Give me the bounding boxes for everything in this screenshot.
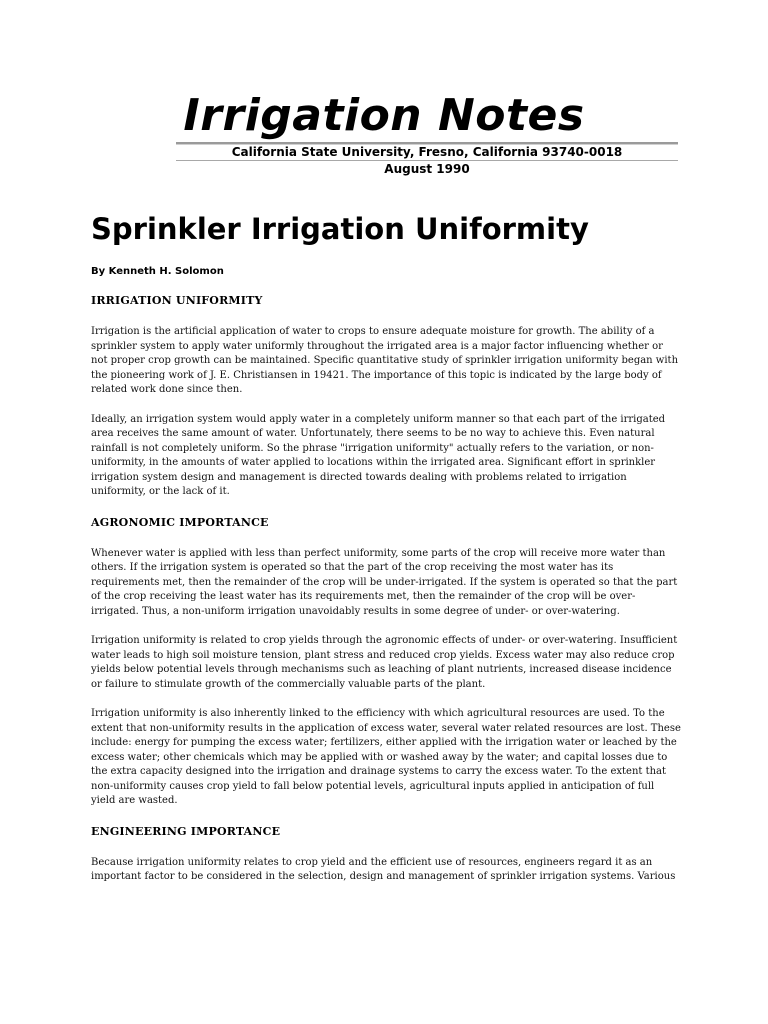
publication-title: Irrigation Notes: [183, 90, 585, 141]
article: [91, 207, 681, 885]
masthead: [0, 88, 768, 144]
affiliation-line: California State University, Fresno, California 93740-0018: [231, 145, 623, 159]
paragraph: Irrigation is the artificial application of water to crops to ensure adequate moisture for growth. The ability of a sprinkler system to apply water uniformly throughout the irrigated area is a major factor influencing whether or not proper crop growth can be maintained. Specific quantitative study of sprinkler irrigation uniformity began with the pioneering work of J. E. Christiansen in 19421. The importance of this topic is indicated by the large body of related work done since then.: [91, 326, 679, 395]
paragraph: Irrigation uniformity is related to crop yields through the agronomic effects of under- or over-watering. Insufficient water leads to high soil moisture tension, plant stress and reduced crop yields. Excess water may also reduce crop yields below potential levels through mechanisms such as leaching of plant nutrients, increased disease incidence or failure to stimulate growth of the commercially valuable parts of the plant.: [91, 635, 678, 690]
section-heading-agronomic-importance: AGRONOMIC IMPORTANCE: [91, 515, 269, 529]
paragraph: Because irrigation uniformity relates to crop yield and the efficient use of resources, engineers regard it as an important factor to be considered in the selection, design and management of sprinkler irrigation systems. Various: [91, 856, 676, 882]
publication-date: August 1990: [384, 162, 470, 176]
article-title: Sprinkler Irrigation Uniformity: [91, 212, 589, 246]
paragraph: Whenever water is applied with less than perfect uniformity, some parts of the crop will receive more water than others. If the irrigation system is operated so that the part of the crop receiving the most water has its requirements met, then the remainder of the crop will be under-irrigated. If the system is operated so that the part of the crop receiving the least water has its requirements met, then the remainder of the crop will be over-irrigated. Thus, a non-uniform irrigation unavoidably results in some degree of under- or over-watering.: [91, 547, 678, 617]
paragraph: Ideally, an irrigation system would apply water in a completely uniform manner so that each part of the irrigated area receives the same amount of water. Unfortunately, there seems to be no way to achieve this. Even natural rainfall is not completely uniform. So the phrase "irrigation uniformity" actually refers to the variation, or non-uniformity, in the amounts of water applied to locations within the irrigated area. Significant effort in sprinkler irrigation system design and management is directed towards dealing with problems related to irrigation uniformity, or the lack of it.: [91, 413, 666, 497]
byline: By Kenneth H. Solomon: [91, 266, 224, 277]
section-heading-engineering-importance: ENGINEERING IMPORTANCE: [91, 824, 281, 838]
paragraph: Irrigation uniformity is also inherently linked to the efficiency with which agricultural resources are used. To the extent that non-uniformity results in the application of excess water, several water related resources are lost. These include: energy for pumping the excess water; fertilizers, either applied with the irrigation water or leached by the excess water; other chemicals which may be applied with or washed away by the water; and capital losses due to the extra capacity designed into the irrigation and drainage systems to carry the excess water. To the extent that non-uniformity causes crop yield to fall below potential levels, agricultural inputs applied in anticipation of full yield are wasted.: [91, 708, 681, 806]
section-heading-irrigation-uniformity: IRRIGATION UNIFORMITY: [91, 294, 263, 307]
